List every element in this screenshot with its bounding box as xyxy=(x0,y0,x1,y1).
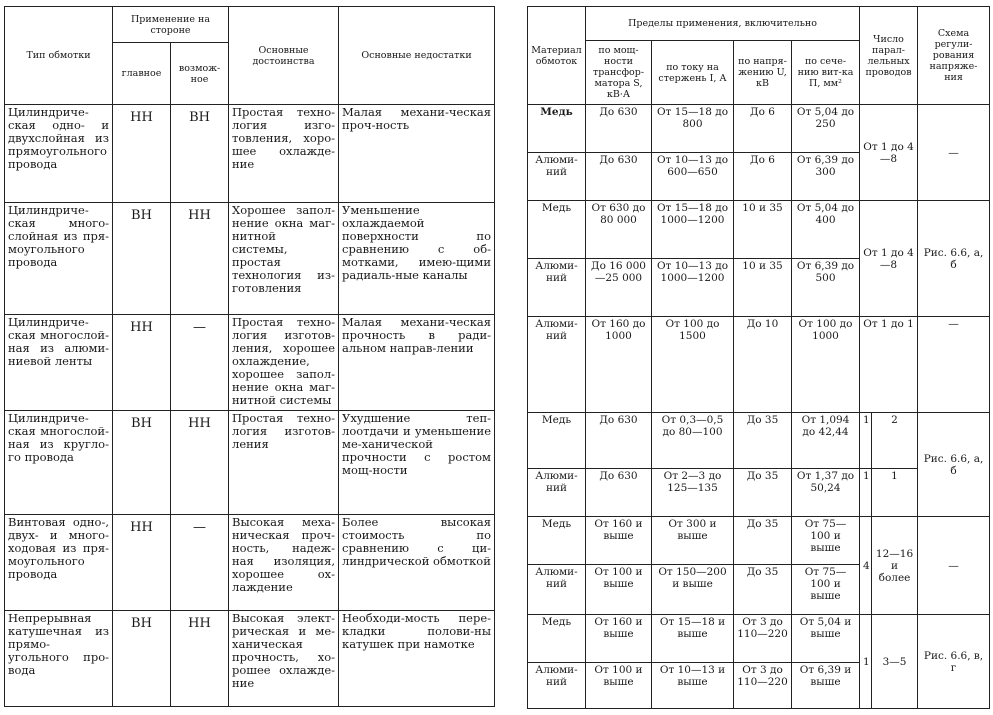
current: От 15—18 и выше xyxy=(652,615,734,663)
table-row xyxy=(528,413,990,469)
main-side: ВН xyxy=(113,411,171,515)
voltage: 10 и 35 xyxy=(734,201,792,259)
parallel-a: 1 xyxy=(860,615,872,709)
voltage: До 6 xyxy=(734,105,792,153)
current: От 10—13 до 1000—1200 xyxy=(652,259,734,317)
current: От 2—3 до 125—135 xyxy=(652,469,734,517)
power: До 630 xyxy=(586,153,652,201)
current: От 15—18 до 1000—1200 xyxy=(652,201,734,259)
possible-side: НН xyxy=(171,203,229,315)
power: От 160 и выше xyxy=(586,517,652,565)
section: От 6,39 и выше xyxy=(792,663,860,709)
possible-side: ВН xyxy=(171,105,229,203)
current: От 0,3—0,5 до 80—100 xyxy=(652,413,734,469)
header-current: по току на стержень I, А xyxy=(652,41,734,105)
header-application: Применение на стороне xyxy=(113,7,229,43)
material: Алюми-ний xyxy=(528,469,586,517)
winding-type: Цилиндриче-ская многослой-ная из алюми-ниевой ленты xyxy=(5,315,113,411)
parallel-b: 3—5 xyxy=(872,615,918,709)
voltage: До 35 xyxy=(734,517,792,565)
power: От 160 до 1000 xyxy=(586,317,652,413)
section: От 6,39 до 300 xyxy=(792,153,860,201)
parallel-b: 12—16 и более xyxy=(872,517,918,615)
regulation-scheme: — xyxy=(918,105,990,201)
header-possible: возмож-ное xyxy=(171,43,229,105)
main-side: ВН xyxy=(113,203,171,315)
parallel-b: 1 xyxy=(872,469,918,517)
table-row xyxy=(528,517,990,565)
header-type: Тип обмотки xyxy=(5,7,113,105)
material: Медь xyxy=(528,413,586,469)
material: Алюми-ний xyxy=(528,153,586,201)
material: Алюми-ний xyxy=(528,317,586,413)
regulation-scheme: Рис. 6.6, а, б xyxy=(918,413,990,517)
parallel-wires: От 1 до 1 xyxy=(860,317,918,413)
section: От 5,04 до 400 xyxy=(792,201,860,259)
drawbacks: Малая механи-ческая проч-ность xyxy=(339,105,495,203)
material: Медь xyxy=(528,201,586,259)
header-parallel: Число парал-лельных проводов xyxy=(860,7,918,105)
power: От 630 до 80 000 xyxy=(586,201,652,259)
table-row xyxy=(5,411,495,515)
header-scheme: Схема регули-рования напряже-ния xyxy=(918,7,990,105)
voltage: От 3 до 110—220 xyxy=(734,663,792,709)
power: До 630 xyxy=(586,105,652,153)
drawbacks: Уменьшение охлаждаемой поверхности по сравнению с об-мотками, имею-щими радиаль-ные каналы xyxy=(339,203,495,315)
possible-side: НН xyxy=(171,411,229,515)
advantages: Простая техно-логия изготов-ления, хорошее охлаждение, хорошее запол-нение окна маг-нитной системы xyxy=(229,315,339,411)
voltage: От 3 до 110—220 xyxy=(734,615,792,663)
table-row xyxy=(528,201,990,259)
section: От 5,04 и выше xyxy=(792,615,860,663)
power: До 630 xyxy=(586,469,652,517)
possible-side: — xyxy=(171,315,229,411)
parallel-a: 1 xyxy=(860,413,872,469)
current: От 10—13 и выше xyxy=(652,663,734,709)
header-section: по сече-нию вит-ка П, мм² xyxy=(792,41,860,105)
material: Медь xyxy=(528,615,586,663)
table-row xyxy=(5,315,495,411)
current: От 10—13 до 600—650 xyxy=(652,153,734,201)
voltage: 10 и 35 xyxy=(734,259,792,317)
main-side: НН xyxy=(113,515,171,611)
power: От 160 и выше xyxy=(586,615,652,663)
header-limits: Пределы применения, включительно xyxy=(586,7,860,41)
winding-type: Цилиндриче-ская одно- и двухслойная из прямоугольного провода xyxy=(5,105,113,203)
current: От 15—18 до 800 xyxy=(652,105,734,153)
main-side: ВН xyxy=(113,611,171,707)
parallel-a: 4 xyxy=(860,517,872,615)
power: От 100 и выше xyxy=(586,565,652,615)
regulation-scheme: Рис. 6.6, в, г xyxy=(918,615,990,709)
drawbacks: Более высокая стоимость по сравнению с ци-линдрической обмоткой xyxy=(339,515,495,611)
application-limits-table xyxy=(527,6,990,709)
section: От 1,37 до 50,24 xyxy=(792,469,860,517)
possible-side: НН xyxy=(171,611,229,707)
parallel-b: 2 xyxy=(872,413,918,469)
section: От 6,39 до 500 xyxy=(792,259,860,317)
table-row xyxy=(5,515,495,611)
voltage: До 35 xyxy=(734,469,792,517)
table-row xyxy=(528,615,990,663)
current: От 100 до 1500 xyxy=(652,317,734,413)
voltage: До 10 xyxy=(734,317,792,413)
header-drawbacks: Основные недостатки xyxy=(339,7,495,105)
section: От 5,04 до 250 xyxy=(792,105,860,153)
table-row xyxy=(5,611,495,707)
voltage: До 35 xyxy=(734,413,792,469)
regulation-scheme: Рис. 6.6, а, б xyxy=(918,201,990,317)
advantages: Простая техно-логия изготов-ления xyxy=(229,411,339,515)
drawbacks: Ухудшение теп-лоотдачи и уменьшение ме-ханической прочности с ростом мощ-ности xyxy=(339,411,495,515)
header-advantages: Основные достоинства xyxy=(229,7,339,105)
header-power: по мощ-ности трансфор-матора S, кВ·А xyxy=(586,41,652,105)
regulation-scheme: — xyxy=(918,517,990,615)
parallel-a: 1 xyxy=(860,469,872,517)
material: Медь xyxy=(528,517,586,565)
header-material: Материал обмоток xyxy=(528,7,586,105)
section: От 75—100 и выше xyxy=(792,517,860,565)
main-side: НН xyxy=(113,105,171,203)
table-row xyxy=(5,203,495,315)
power: До 16 000—25 000 xyxy=(586,259,652,317)
main-side: НН xyxy=(113,315,171,411)
material: Алюми-ний xyxy=(528,565,586,615)
material: Медь xyxy=(528,105,586,153)
section: От 1,094 до 42,44 xyxy=(792,413,860,469)
header-voltage: по напря-жению U, кВ xyxy=(734,41,792,105)
advantages: Высокая меха-ническая проч-ность, надеж-ная изоляция, хорошее ох-лаждение xyxy=(229,515,339,611)
parallel-wires: От 1 до 4—8 xyxy=(860,105,918,201)
table-row xyxy=(528,317,990,413)
table-row xyxy=(528,105,990,153)
material: Алюми-ний xyxy=(528,663,586,709)
advantages: Хорошее запол-нение окна маг-нитной системы, простая технология из-готовления xyxy=(229,203,339,315)
current: От 300 и выше xyxy=(652,517,734,565)
drawbacks: Малая механи-ческая прочность в ради-альном направ-лении xyxy=(339,315,495,411)
parallel-wires: От 1 до 4—8 xyxy=(860,201,918,317)
header-main: главное xyxy=(113,43,171,105)
material: Алюми-ний xyxy=(528,259,586,317)
power: От 100 и выше xyxy=(586,663,652,709)
section: От 100 до 1000 xyxy=(792,317,860,413)
advantages: Простая техно-логия изго-товления, хоро-шее охлажде-ние xyxy=(229,105,339,203)
advantages: Высокая элект-рическая и ме-ханическая прочность, хо-рошее охлажде-ние xyxy=(229,611,339,707)
winding-type: Цилиндриче-ская много-слойная из пря-моугольного провода xyxy=(5,203,113,315)
power: До 630 xyxy=(586,413,652,469)
section: От 75—100 и выше xyxy=(792,565,860,615)
winding-type: Винтовая одно-, двух- и много-ходовая из пря-моугольного провода xyxy=(5,515,113,611)
voltage: До 6 xyxy=(734,153,792,201)
current: От 150—200 и выше xyxy=(652,565,734,615)
possible-side: — xyxy=(171,515,229,611)
regulation-scheme: — xyxy=(918,317,990,413)
drawbacks: Необходи-мость пере-кладки полови-ны катушек при намотке xyxy=(339,611,495,707)
table-row xyxy=(5,105,495,203)
voltage: До 35 xyxy=(734,565,792,615)
winding-type: Непрерывная катушечная из прямо-угольного про-вода xyxy=(5,611,113,707)
winding-types-table xyxy=(4,6,495,707)
winding-type: Цилиндриче-ская многослой-ная из кругло-го провода xyxy=(5,411,113,515)
